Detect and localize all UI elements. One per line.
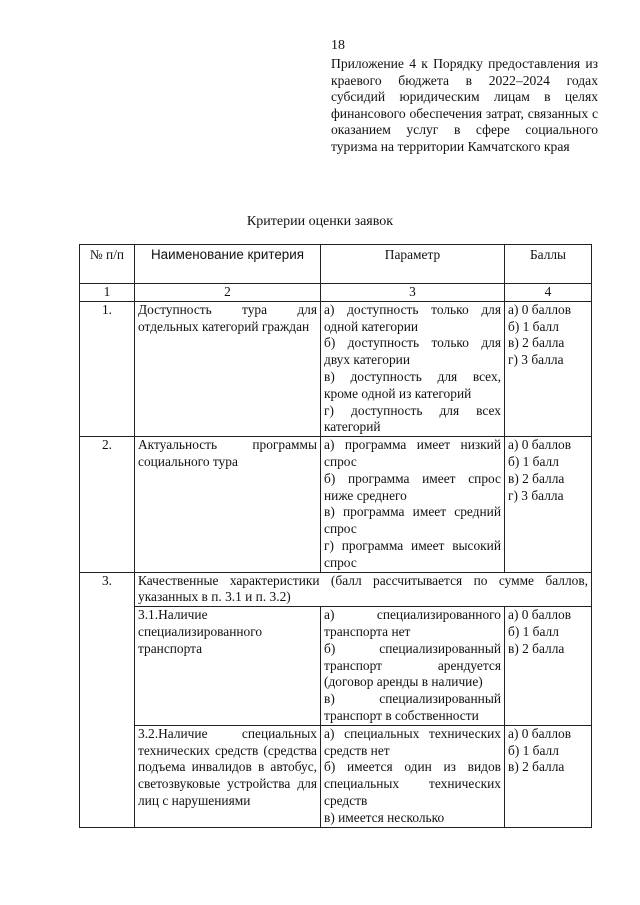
- scores-cell: [505, 725, 592, 827]
- score-option: в) 2 балла: [508, 335, 565, 351]
- score-option: б) 1 балл: [508, 453, 559, 469]
- table-subrow: [80, 725, 592, 827]
- score-option: а) 0 баллов: [508, 437, 572, 453]
- parameter-option: б) специализированный транспорт арендуется (договор аренды в наличие): [324, 640, 501, 690]
- row-number: 1.: [80, 301, 135, 436]
- parameter-option: в) программа имеет средний спрос: [324, 504, 501, 537]
- parameter-option: б) имеется один из видов специальных технических средств: [324, 759, 501, 808]
- score-option: в) 2 балла: [508, 640, 565, 656]
- parameter-option: б) программа имеет спрос ниже среднего: [324, 470, 501, 503]
- column-number: 1: [80, 284, 135, 302]
- table-row: [80, 301, 592, 436]
- scores-cell: [505, 301, 592, 436]
- criterion-cell: Доступность тура для отдельных категорий граждан: [135, 301, 321, 436]
- parameter-option: г) доступность для всех категорий: [324, 402, 501, 435]
- page-number: 18: [331, 38, 345, 53]
- column-number-row: [80, 284, 592, 302]
- parameter-cell: [321, 607, 505, 726]
- criterion-cell: Качественные характеристики (балл рассчитывается по сумме баллов, указанных в п. 3.1 и п. 3.2): [135, 572, 592, 607]
- score-option: б) 1 балл: [508, 318, 559, 334]
- parameter-option: б) доступность только для двух категории: [324, 335, 501, 368]
- parameter-option: в) имеется несколько: [324, 809, 445, 825]
- parameter-option: а) специальных технических средств нет: [324, 725, 501, 758]
- criteria-table: [79, 244, 592, 828]
- parameter-option: в) доступность для всех, кроме одной из категорий: [324, 368, 501, 401]
- column-number: 2: [135, 284, 321, 302]
- parameter-option: в) специализированный транспорт в собственности: [324, 691, 501, 723]
- parameter-option: г) программа имеет высокий спрос: [324, 537, 501, 570]
- score-option: б) 1 балл: [508, 623, 559, 639]
- parameter-option: а) программа имеет низкий спрос: [324, 437, 501, 469]
- table-subrow: [80, 607, 592, 726]
- criterion-cell: Актуальность программы социального тура: [135, 437, 321, 572]
- row-number: 2.: [80, 437, 135, 572]
- column-number: 4: [505, 284, 592, 302]
- score-option: г) 3 балла: [508, 487, 564, 503]
- score-option: а) 0 баллов: [508, 607, 572, 623]
- header-parameter: Параметр: [321, 245, 505, 284]
- parameter-cell: [321, 725, 505, 827]
- header-scores: Баллы: [505, 245, 592, 284]
- table-row: [80, 437, 592, 572]
- appendix-heading: Приложение 4 к Порядку предоставления из краевого бюджета в 2022–2024 годах субсидий юридическим лицам в целях финансового обеспечения затрат, связанных с оказанием услуг в сфере социального туризма на территории Камчатского края: [331, 56, 598, 154]
- scores-cell: [505, 437, 592, 572]
- score-option: г) 3 балла: [508, 352, 564, 368]
- table-header-row: [80, 245, 592, 284]
- column-number: 3: [321, 284, 505, 302]
- score-option: в) 2 балла: [508, 470, 565, 486]
- score-option: а) 0 баллов: [508, 725, 572, 741]
- score-option: а) 0 баллов: [508, 301, 572, 317]
- parameter-cell: [321, 437, 505, 572]
- row-number: 3.: [80, 572, 135, 827]
- header-number: № п/п: [80, 245, 135, 284]
- score-option: в) 2 балла: [508, 759, 565, 775]
- table-row: [80, 572, 592, 607]
- parameter-option: а) специализированного транспорта нет: [324, 607, 501, 639]
- scores-cell: [505, 607, 592, 726]
- parameter-option: а) доступность только для одной категории: [324, 301, 501, 334]
- subcriterion-cell: 3.1.Наличие специализированного транспорта: [135, 607, 321, 726]
- score-option: б) 1 балл: [508, 742, 559, 758]
- subcriterion-cell: 3.2.Наличие специальных технических средств (средства подъема инвалидов в автобус, светозвуковые устройства для лиц с нарушениями: [135, 725, 321, 827]
- header-criterion: Наименование критерия: [135, 245, 321, 284]
- document-title: Критерии оценки заявок: [246, 214, 394, 229]
- parameter-cell: [321, 301, 505, 436]
